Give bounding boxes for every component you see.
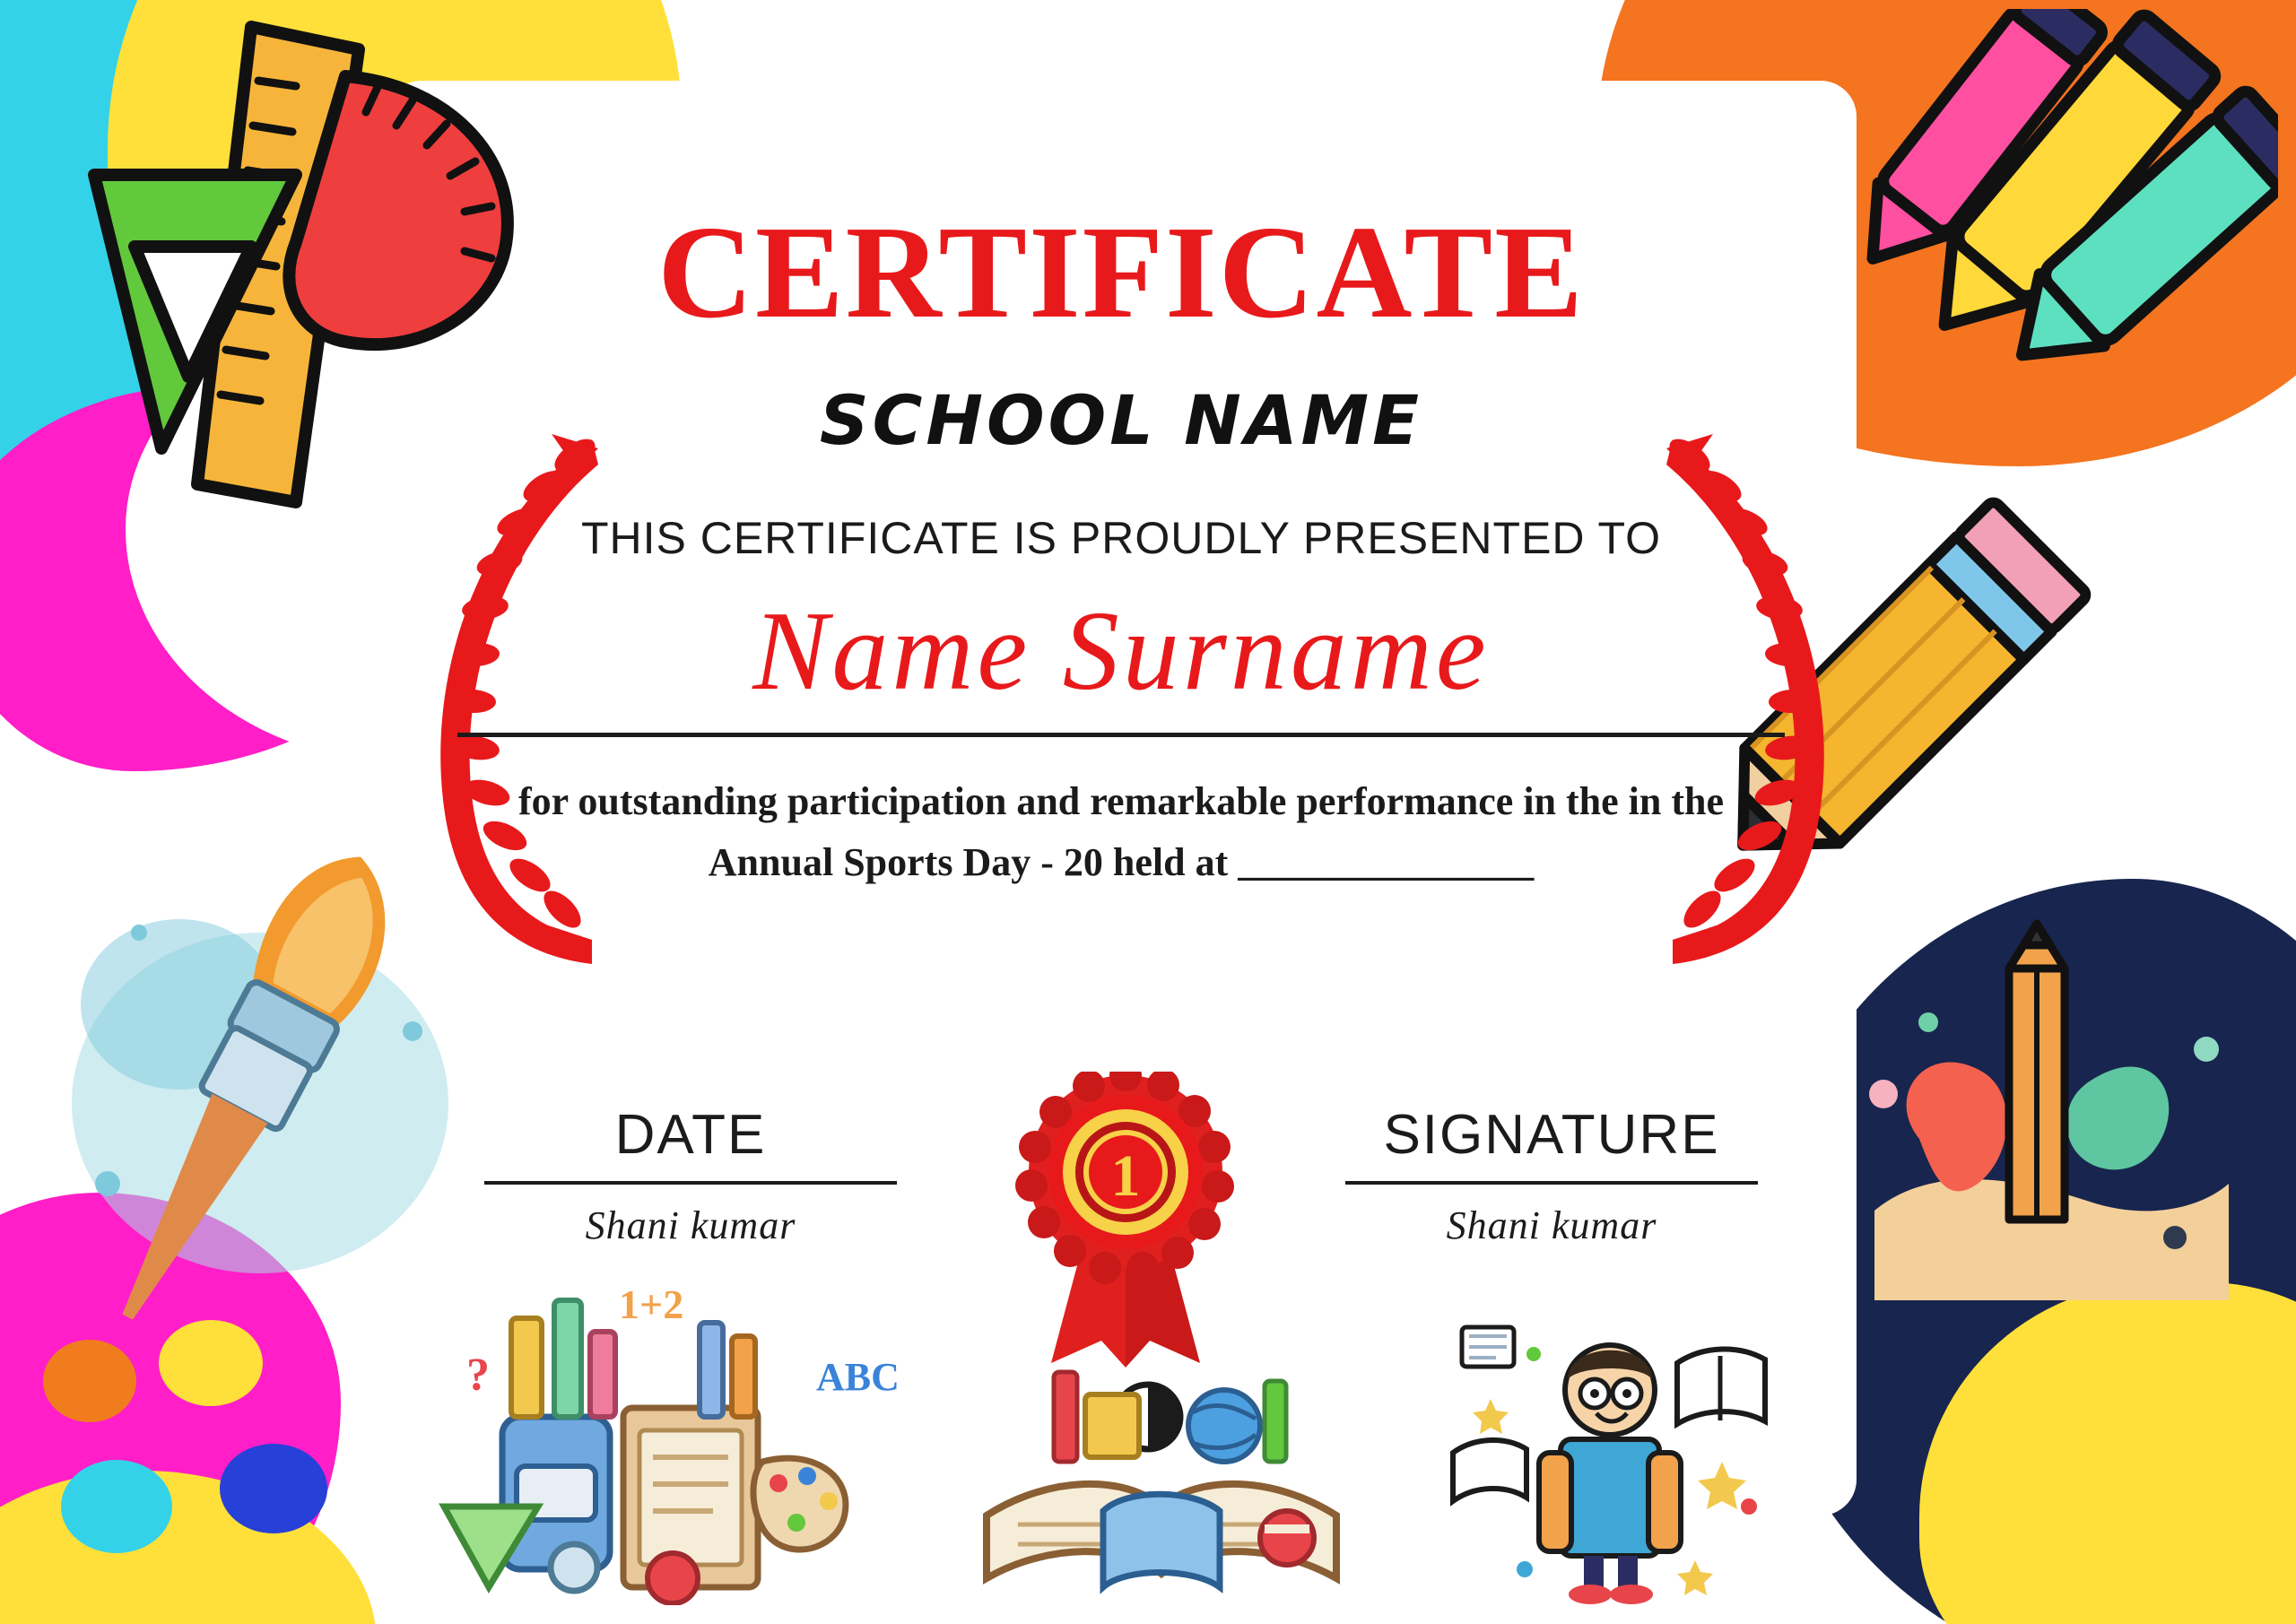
date-block	[484, 1103, 897, 1248]
award-ribbon-icon	[1013, 1072, 1238, 1368]
signature-signature-text: Shani kumar	[1446, 1203, 1657, 1247]
abc-glyph: ABC	[816, 1355, 900, 1399]
paint-palette-icon	[18, 1282, 404, 1624]
school-stationery-icon	[404, 1282, 906, 1610]
date-line	[484, 1181, 897, 1185]
question-mark-glyph: ?	[466, 1350, 490, 1401]
name-underline	[457, 733, 1785, 737]
colored-pencil-foliage-icon	[1821, 915, 2242, 1314]
date-signature-text: Shani kumar	[585, 1203, 796, 1247]
recipient-name: Name Surname	[752, 589, 1490, 714]
signature-line	[1345, 1181, 1758, 1185]
school-name: SCHOOL NAME	[819, 380, 1423, 460]
student-boy-icon	[1426, 1300, 1803, 1610]
citation-text	[493, 771, 1749, 893]
citation-line-1: for outstanding participation and remarkable performance in the in the	[517, 779, 1725, 823]
citation-line-2: Annual Sports Day - 20 held at _______________	[708, 840, 1535, 885]
signature-block	[1345, 1103, 1758, 1248]
math-glyph: 1+2	[619, 1282, 684, 1327]
page-title: CERTIFICATE	[657, 199, 1585, 346]
presented-line: THIS CERTIFICATE IS PROUDLY PRESENTED TO	[580, 513, 1662, 563]
medal-rank: 1	[1110, 1143, 1141, 1209]
signature-label: SIGNATURE	[1383, 1104, 1720, 1166]
certificate-text-block	[386, 199, 1857, 893]
date-label: DATE	[614, 1104, 767, 1166]
